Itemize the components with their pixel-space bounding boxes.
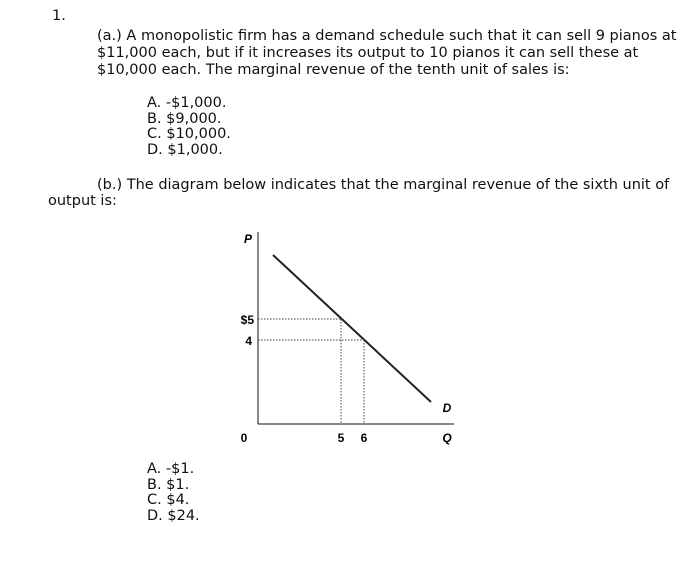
question-a-options — [147, 96, 231, 158]
option-b: B. $9,000. — [147, 110, 222, 127]
y-tick-4: 4 — [245, 334, 252, 348]
question-a-line-2: $11,000 each, but if it increases its output to 10 pianos it can sell these at — [97, 45, 639, 61]
question-b-line-2: output is: — [48, 193, 117, 209]
question-a-text — [97, 28, 676, 79]
question-b-line-1: (b.) The diagram below indicates that the marginal revenue of the sixth unit of — [97, 177, 670, 193]
option-a: A. -$1,000. — [147, 95, 227, 111]
option-d: D. $1,000. — [147, 141, 223, 158]
demand-curve — [273, 255, 431, 402]
y-axis-label: P — [243, 232, 253, 246]
option-d: D. $24. — [147, 507, 200, 524]
x-axis-label: Q — [442, 431, 452, 445]
origin-label: 0 — [240, 431, 248, 445]
x-tick-5: 5 — [337, 431, 345, 445]
option-b: B. $1. — [147, 476, 190, 493]
question-number: 1. — [52, 8, 66, 24]
question-b-options — [147, 462, 200, 524]
question-a-line-3: $10,000 each. The marginal revenue of the tenth unit of sales is: — [97, 62, 570, 78]
option-c: C. $10,000. — [147, 126, 231, 142]
demand-curve-label: D — [442, 401, 452, 415]
x-tick-6: 6 — [360, 431, 368, 445]
y-tick-5: $5 — [240, 313, 254, 327]
option-c: C. $4. — [147, 492, 190, 508]
question-a-line-1: (a.) A monopolistic firm has a demand schedule such that it can sell 9 pianos at — [97, 28, 677, 44]
option-a: A. -$1. — [147, 461, 195, 477]
